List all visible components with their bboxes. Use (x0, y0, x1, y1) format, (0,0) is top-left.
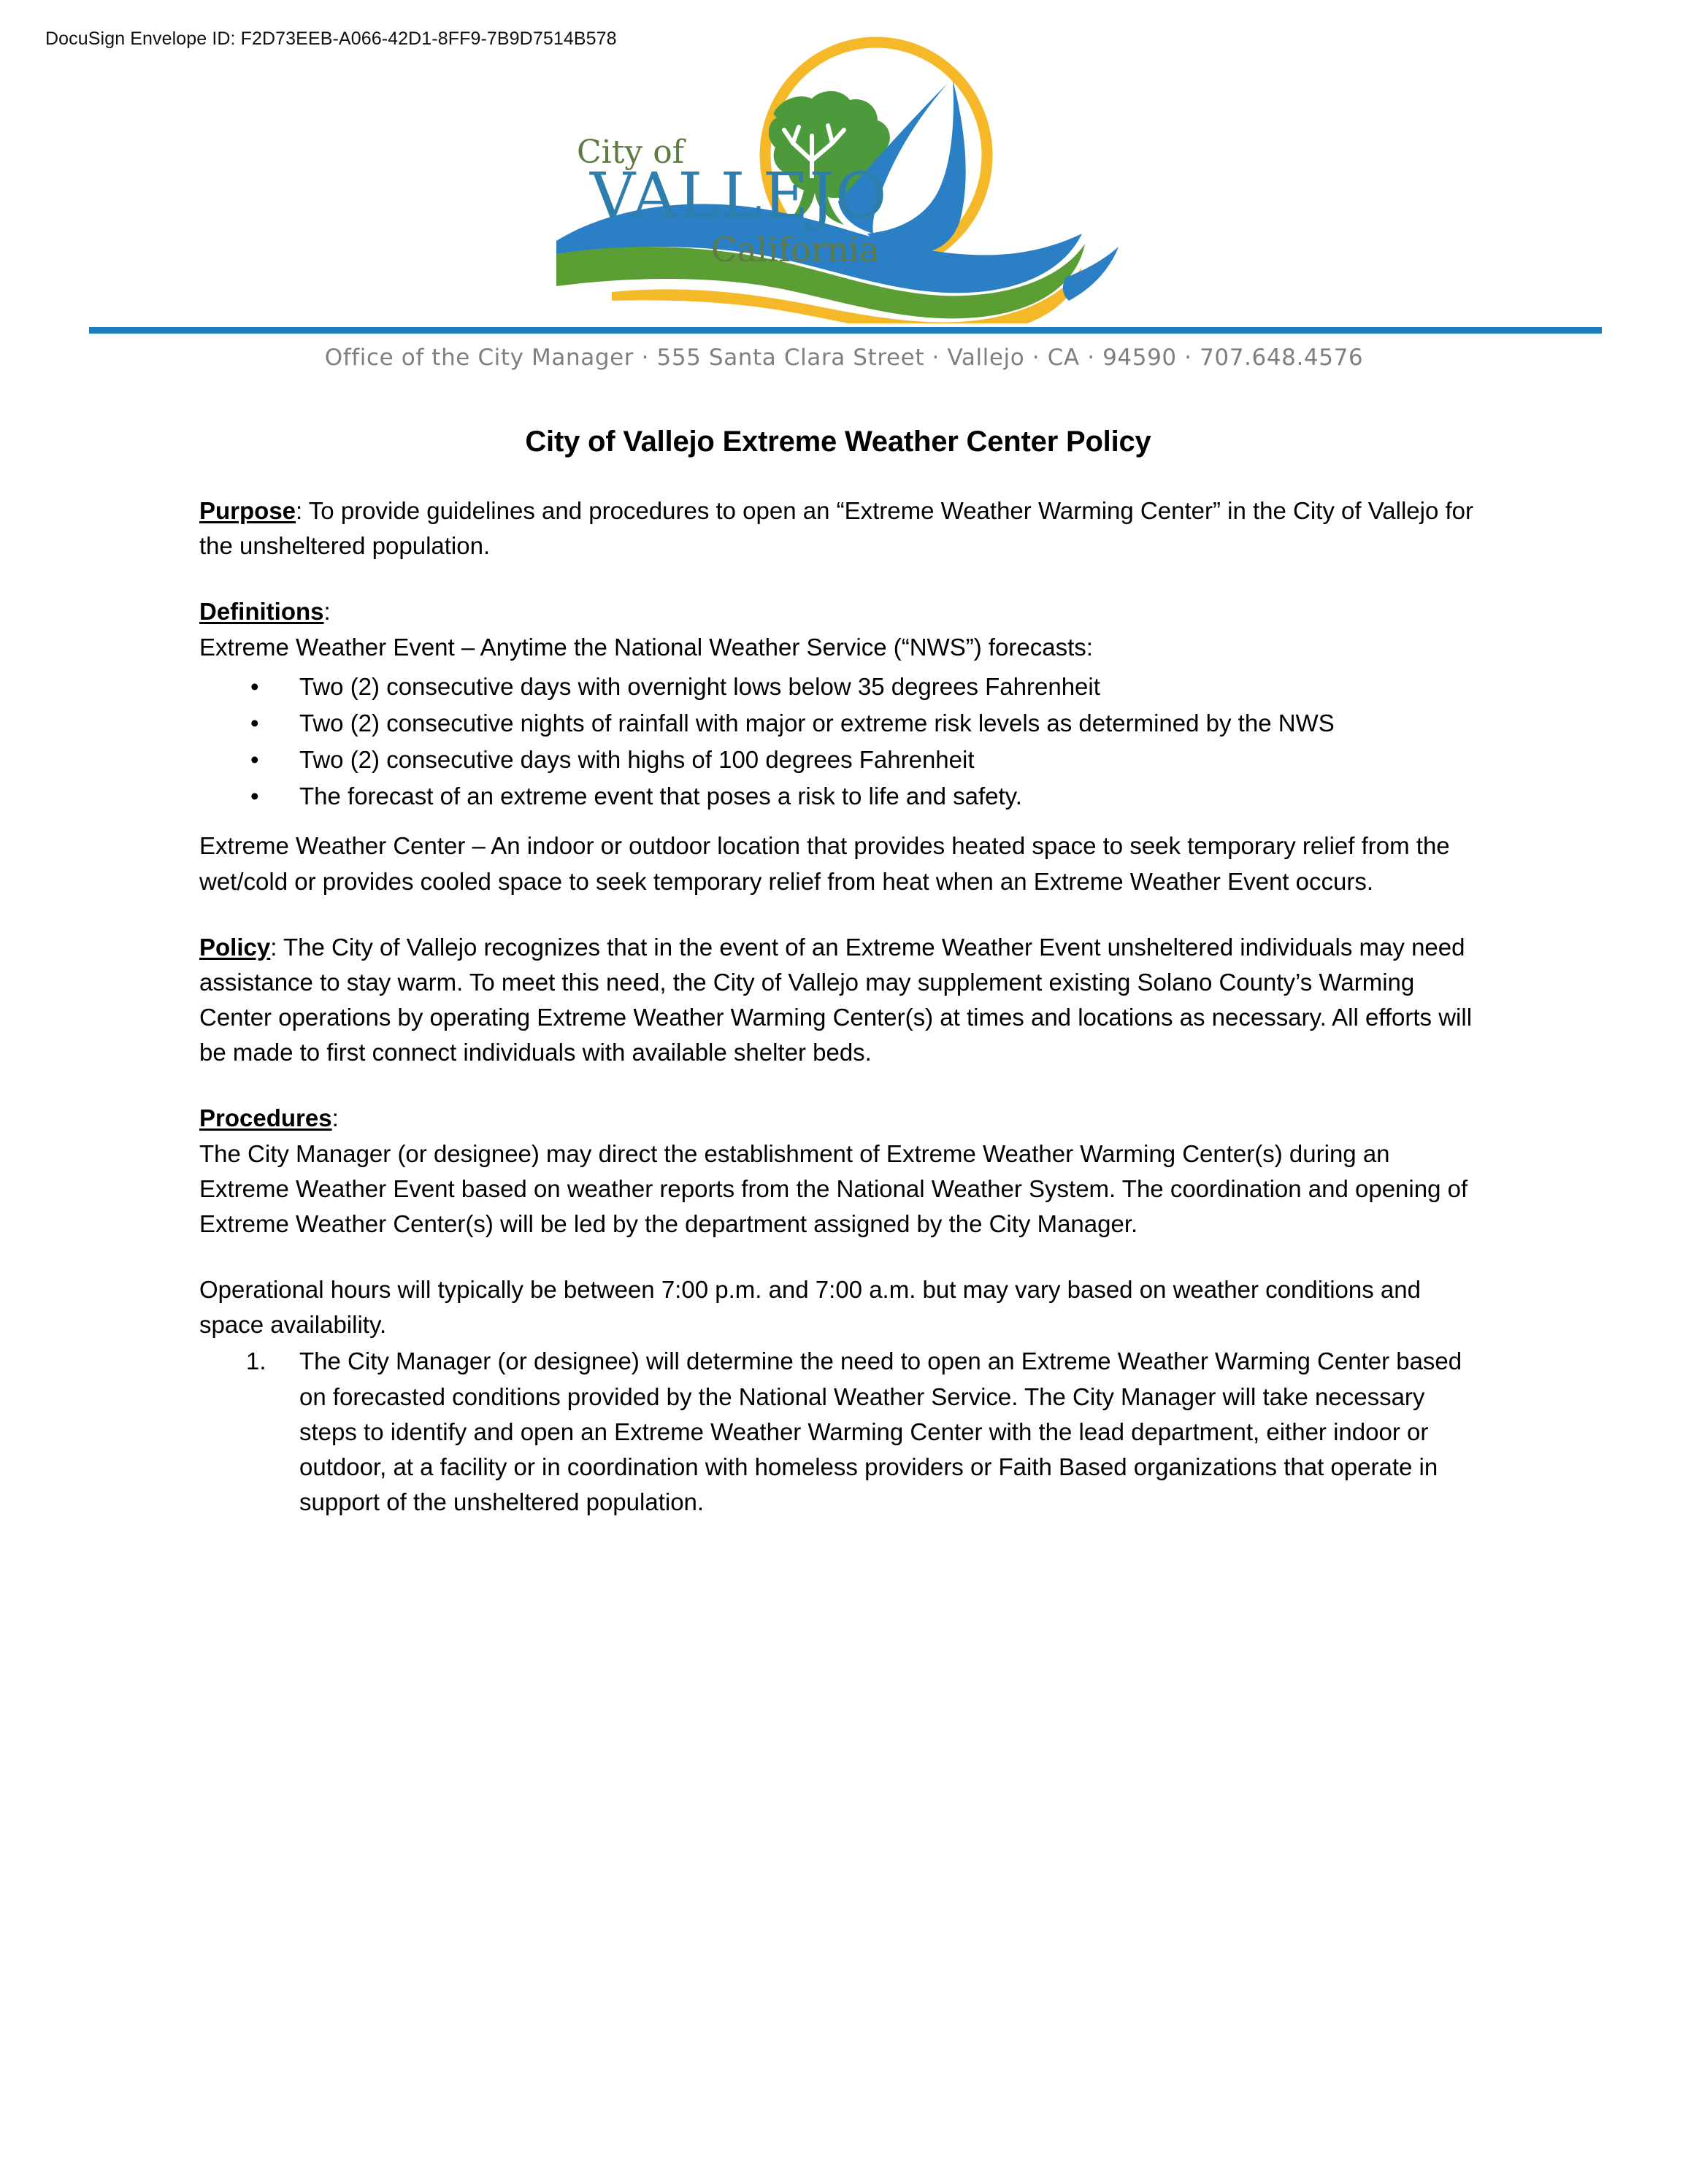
list-item: • Two (2) consecutive nights of rainfall with major or extreme risk levels as determined by the NWS (199, 706, 1477, 741)
docusign-envelope-id: DocuSign Envelope ID: F2D73EEB-A066-42D1-8FF9-7B9D7514B578 (45, 28, 617, 49)
list-item: • Two (2) consecutive days with overnight lows below 35 degrees Fahrenheit (199, 669, 1477, 704)
spacer (199, 899, 1477, 930)
policy-heading: Policy (199, 933, 271, 961)
extreme-weather-center-definition: Extreme Weather Center – An indoor or outdoor location that provides heated space to seek temporary relief from the wet/cold or provides cooled space to seek temporary relief from heat when an Extreme Weather Event occurs. (199, 832, 1450, 895)
purpose-text: To provide guidelines and procedures to open an “Extreme Weather Warming Center” in the City of Vallejo for the unsheltered population. (199, 497, 1473, 560)
procedures-colon: : (331, 1104, 339, 1132)
definitions-lead: Extreme Weather Event – Anytime the National Weather Service (“NWS”) forecasts: (199, 633, 1093, 661)
policy-colon: : (270, 933, 277, 961)
purpose-colon: : (296, 497, 303, 524)
city-logo-graphic (555, 35, 1139, 323)
logo-wordmark-california: California (711, 230, 880, 269)
letterhead-divider-rule (89, 327, 1602, 334)
definitions-heading: Definitions (199, 598, 324, 626)
letterhead-address-line: Office of the City Manager · 555 Santa Clara Street · Vallejo · CA · 94590 · 707.648.4576 (324, 345, 1364, 371)
definitions-heading-line (199, 594, 1477, 629)
city-of-vallejo-logo (555, 35, 1139, 323)
procedures-heading: Procedures (199, 1104, 332, 1132)
definitions-bullet-list (199, 669, 1477, 815)
list-item: • Two (2) consecutive days with highs of 100 degrees Fahrenheit (199, 742, 1477, 777)
spacer (199, 1070, 1477, 1101)
purpose-paragraph (199, 493, 1477, 564)
policy-paragraph (199, 930, 1477, 1071)
logo-wordmark-city-of: City of (577, 134, 685, 171)
list-item: • The forecast of an extreme event that poses a risk to life and safety. (199, 779, 1477, 814)
page-title: City of Vallejo Extreme Weather Center Policy (525, 426, 1151, 458)
logo-wordmark-vallejo: VALLEJO (590, 160, 888, 233)
definitions-colon: : (323, 598, 331, 626)
procedures-numbered-list (199, 1344, 1477, 1520)
spacer (199, 564, 1477, 594)
procedures-intro: The City Manager (or designee) may direct the establishment of Extreme Weather Warming Center(s) during an Extreme Weather Event based on weather reports from the National Weather System. The coordination and opening of Extreme Weather Center(s) will be led by the department assigned by the City Manager. (199, 1139, 1468, 1237)
spacer (199, 815, 1477, 828)
procedures-heading-line (199, 1101, 1477, 1136)
list-item: The City Manager (or designee) will determine the need to open an Extreme Weather Warming Center based on forecasted conditions provided by the National Weather Service. The City Manager will take necessary steps to identify and open an Extreme Weather Warming Center with the lead department, either indoor or outdoor, at a facility or in coordination with homeless providers or Faith Based organizations that operate in support of the unsheltered population. (299, 1347, 1462, 1516)
document-body (199, 423, 1477, 1520)
spacer (199, 1242, 1477, 1272)
purpose-heading: Purpose (199, 497, 296, 524)
policy-text: The City of Vallejo recognizes that in the event of an Extreme Weather Event unsheltered individuals may need assistance to stay warm. To meet this need, the City of Vallejo may supplement existing Solano County’s Warming Center operations by operating Extreme Weather Warming Center(s) at times and locations as necessary. All efforts will be made to first connect individuals with available shelter beds. (199, 933, 1473, 1066)
operational-hours-paragraph: Operational hours will typically be between 7:00 p.m. and 7:00 a.m. but may vary based on weather conditions and space availability. (199, 1276, 1421, 1339)
